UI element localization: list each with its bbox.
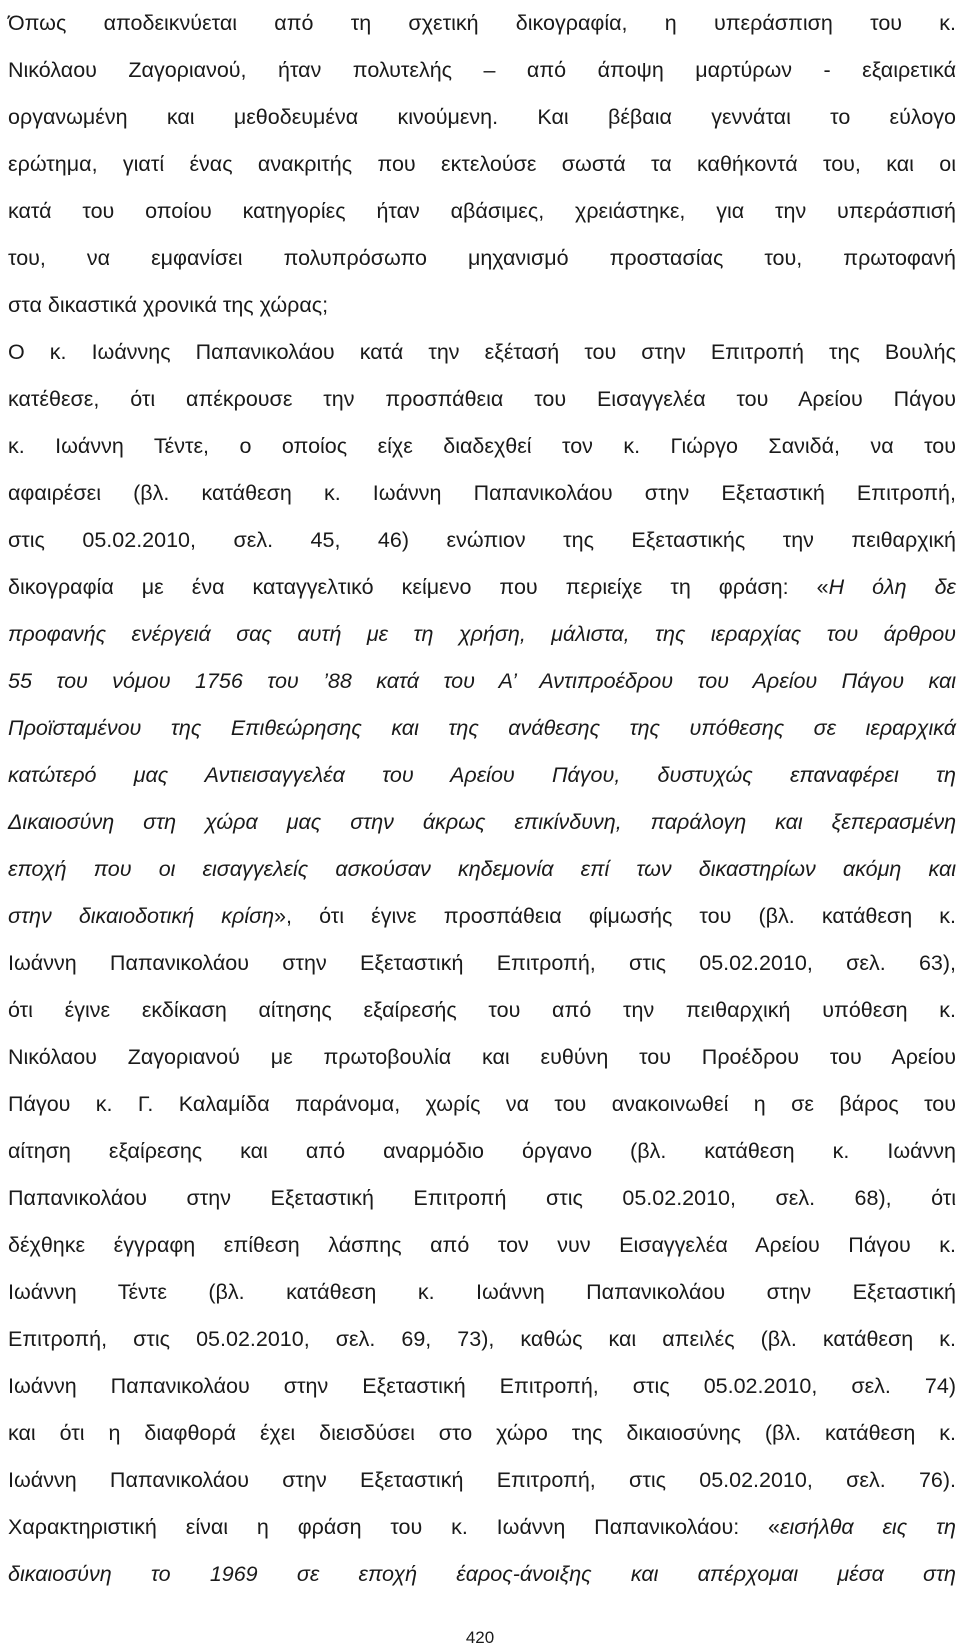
- text-line: [8, 1269, 956, 1316]
- text-line: [8, 940, 956, 987]
- text-line: [8, 1175, 956, 1222]
- text-segment: δικογραφία με ένα καταγγελτικό κείμενο που περιείχε τη φράση: «: [8, 575, 829, 599]
- italic-quote-text: κατώτερό μας Αντιεισαγγελέα του Αρείου Πάγου, δυστυχώς επαναφέρει τη: [8, 763, 956, 787]
- italic-quote-text: 55 του νόμου 1756 του ’88 κατά του Α’ Αντιπροέδρου του Αρείου Πάγου και: [8, 669, 956, 693]
- text-segment: στις 05.02.2010, σελ. 45, 46) ενώπιον της Εξεταστικής την πειθαρχική: [8, 528, 956, 552]
- text-line: [8, 846, 956, 893]
- italic-quote-text: στην δικαιοδοτική κρίση: [8, 904, 275, 928]
- italic-quote-text: εισήλθα εις τη: [780, 1515, 956, 1539]
- text-line: [8, 1457, 956, 1504]
- italic-quote-text: Δικαιοσύνη στη χώρα μας στην άκρως επικίνδυνη, παράλογη και ξεπερασμένη: [8, 810, 956, 834]
- text-line: [8, 1316, 956, 1363]
- text-line: [8, 1034, 956, 1081]
- text-segment: κ. Ιωάννη Τέντε, ο οποίος είχε διαδεχθεί τον κ. Γιώργο Σανιδά, να του: [8, 434, 956, 458]
- text-line: [8, 1128, 956, 1175]
- text-segment: στα δικαστικά χρονικά της χώρας;: [8, 293, 329, 317]
- text-line: [8, 282, 956, 329]
- text-segment: Νικόλαου Ζαγοριανού με πρωτοβουλία και ευθύνη του Προέδρου του Αρείου: [8, 1045, 956, 1069]
- text-segment: Ιωάννη Παπανικολάου στην Εξεταστική Επιτροπή, στις 05.02.2010, σελ. 76).: [8, 1468, 956, 1492]
- text-segment: και ότι η διαφθορά έχει διεισδύσει στο χώρο της δικαιοσύνης (βλ. κατάθεση κ.: [8, 1421, 956, 1445]
- text-line: [8, 141, 956, 188]
- italic-quote-text: Προϊσταμένου της Επιθεώρησης και της ανάθεσης της υπόθεσης σε ιεραρχικά: [8, 716, 956, 740]
- text-line: [8, 329, 956, 376]
- text-segment: κατά του οποίου κατηγορίες ήταν αβάσιμες, χρειάστηκε, για την υπεράσπισή: [8, 199, 956, 223]
- italic-quote-text: εποχή που οι εισαγγελείς ασκούσαν κηδεμονία επί των δικαστηρίων ακόμη και: [8, 857, 956, 881]
- text-segment: », ότι έγινε προσπάθεια φίμωσής του (βλ. κατάθεση κ.: [274, 904, 956, 928]
- text-line: [8, 235, 956, 282]
- text-line: [8, 376, 956, 423]
- text-line: [8, 752, 956, 799]
- text-segment: του, να εμφανίσει πολυπρόσωπο μηχανισμό προστασίας του, πρωτοφανή: [8, 246, 956, 270]
- text-segment: κατέθεσε, ότι απέκρουσε την προσπάθεια του Εισαγγελέα του Αρείου Πάγου: [8, 387, 956, 411]
- text-segment: Ιωάννη Παπανικολάου στην Εξεταστική Επιτροπή, στις 05.02.2010, σελ. 74): [8, 1374, 956, 1398]
- text-segment: Νικόλαου Ζαγοριανού, ήταν πολυτελής – από άποψη μαρτύρων - εξαιρετικά: [8, 58, 956, 82]
- text-line: [8, 705, 956, 752]
- text-line: [8, 658, 956, 705]
- text-segment: Ιωάννη Τέντε (βλ. κατάθεση κ. Ιωάννη Παπανικολάου στην Εξεταστική: [8, 1280, 956, 1304]
- paragraph: [8, 329, 956, 1598]
- text-line: [8, 799, 956, 846]
- italic-quote-text: δικαιοσύνη το 1969 σε εποχή έαρος-άνοιξης και απέρχομαι μέσα στη: [8, 1562, 956, 1586]
- text-segment: ερώτημα, γιατί ένας ανακριτής που εκτελούσε σωστά τα καθήκοντά του, και οι: [8, 152, 956, 176]
- text-line: [8, 1222, 956, 1269]
- text-line: [8, 1504, 956, 1551]
- text-segment: Ο κ. Ιωάννης Παπανικολάου κατά την εξέτασή του στην Επιτροπή της Βουλής: [8, 340, 956, 364]
- text-segment: Ιωάννη Παπανικολάου στην Εξεταστική Επιτροπή, στις 05.02.2010, σελ. 63),: [8, 951, 956, 975]
- text-line: [8, 470, 956, 517]
- text-line: [8, 1363, 956, 1410]
- text-line: [8, 893, 956, 940]
- text-segment: αίτηση εξαίρεσης και από αναρμόδιο όργανο (βλ. κατάθεση κ. Ιωάννη: [8, 1139, 956, 1163]
- text-segment: Πάγου κ. Γ. Καλαμίδα παράνομα, χωρίς να του ανακοινωθεί η σε βάρος του: [8, 1092, 956, 1116]
- text-segment: ότι έγινε εκδίκαση αίτησης εξαίρεσής του από την πειθαρχική υπόθεση κ.: [8, 998, 956, 1022]
- italic-quote-text: Η όλη δε: [828, 575, 956, 599]
- text-segment: Παπανικολάου στην Εξεταστική Επιτροπή στις 05.02.2010, σελ. 68), ότι: [8, 1186, 956, 1210]
- text-line: [8, 611, 956, 658]
- italic-quote-text: προφανής ενέργειά σας αυτή με τη χρήση, μάλιστα, της ιεραρχίας του άρθρου: [8, 622, 956, 646]
- paragraph: [8, 0, 956, 329]
- text-line: [8, 987, 956, 1034]
- text-line: [8, 1081, 956, 1128]
- text-line: [8, 0, 956, 47]
- text-line: [8, 517, 956, 564]
- text-line: [8, 1551, 956, 1598]
- text-line: [8, 47, 956, 94]
- text-line: [8, 564, 956, 611]
- text-line: [8, 423, 956, 470]
- text-segment: Χαρακτηριστική είναι η φράση του κ. Ιωάννη Παπανικολάου: «: [8, 1515, 780, 1539]
- text-segment: Όπως αποδεικνύεται από τη σχετική δικογραφία, η υπεράσπιση του κ.: [8, 11, 956, 35]
- page-number: 420: [465, 1628, 495, 1647]
- text-segment: οργανωμένη και μεθοδευμένα κινούμενη. Και βέβαια γεννάται το εύλογο: [8, 105, 956, 129]
- text-line: [8, 188, 956, 235]
- text-line: [8, 94, 956, 141]
- text-line: [8, 1410, 956, 1457]
- text-segment: Επιτροπή, στις 05.02.2010, σελ. 69, 73), καθώς και απειλές (βλ. κατάθεση κ.: [8, 1327, 956, 1351]
- text-segment: αφαιρέσει (βλ. κατάθεση κ. Ιωάννη Παπανικολάου στην Εξεταστική Επιτροπή,: [8, 481, 956, 505]
- body-text: [8, 0, 956, 1598]
- text-segment: δέχθηκε έγγραφη επίθεση λάσπης από τον νυν Εισαγγελέα Αρείου Πάγου κ.: [8, 1233, 956, 1257]
